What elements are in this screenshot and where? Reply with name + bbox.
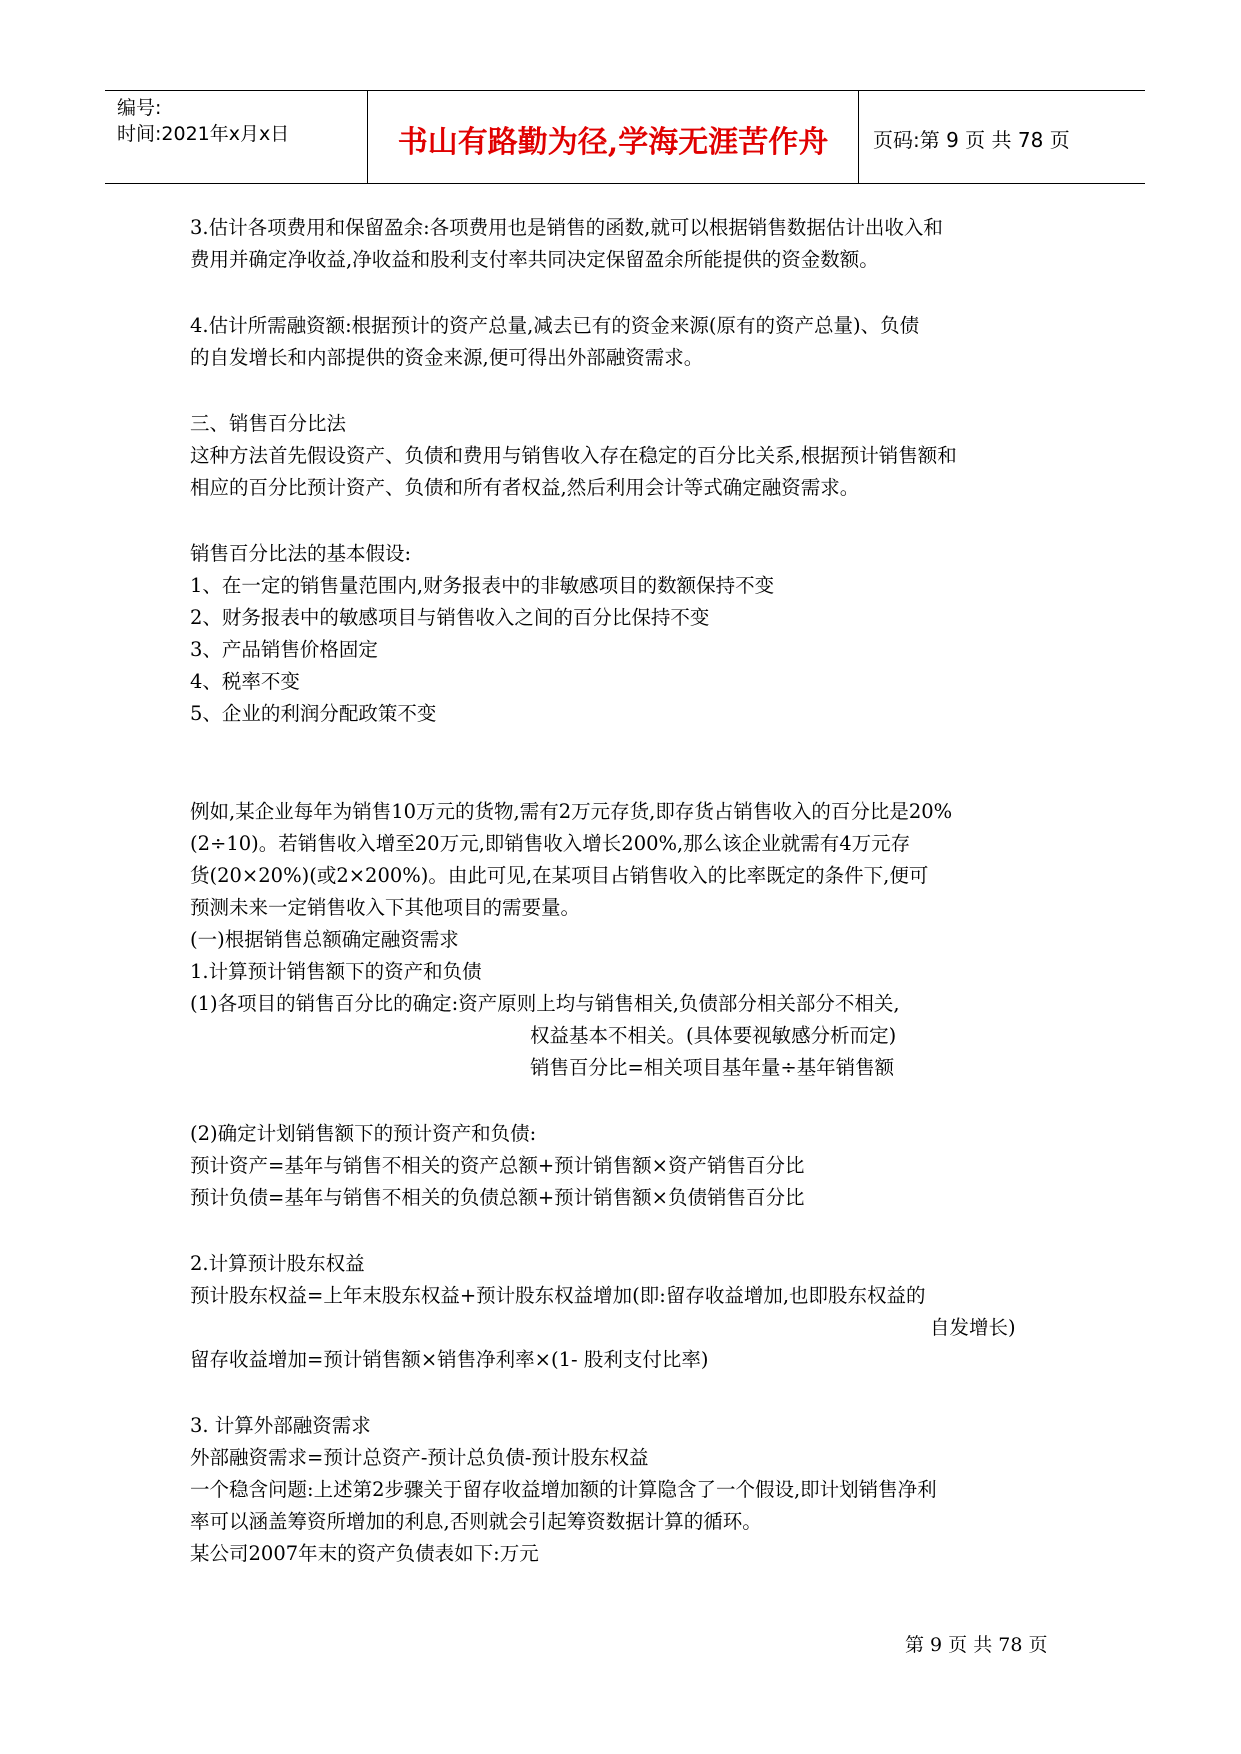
- header-page-cell: [859, 91, 1145, 183]
- subsection-heading: 3. 计算外部融资需求: [190, 1414, 371, 1437]
- text-line: 1.计算预计销售额下的资产和负债: [190, 960, 482, 983]
- text-line: 例如,某企业每年为销售10万元的货物,需有2万元存货,即存货占销售收入的百分比是20%: [190, 800, 953, 823]
- subsection-heading: (一)根据销售总额确定融资需求: [190, 928, 459, 951]
- list-item: 5、企业的利润分配政策不变: [190, 702, 437, 725]
- text-line: 4.估计所需融资额:根据预计的资产总量,减去已有的资金来源(原有的资产总量)、负债: [190, 314, 920, 337]
- text-line: (2÷10)。若销售收入增至20万元,即销售收入增长200%,那么该企业就需有4万元存: [190, 832, 911, 855]
- text-line: 费用并确定净收益,净收益和股利支付率共同决定保留盈余所能提供的资金数额。: [190, 248, 879, 271]
- formula-line: 预计资产=基年与销售不相关的资产总额+预计销售额×资产销售百分比: [190, 1154, 805, 1177]
- text-line: 率可以涵盖筹资所增加的利息,否则就会引起筹资数据计算的循环。: [190, 1510, 762, 1533]
- header-info-cell: [105, 91, 367, 183]
- header-motto-cell: [367, 91, 859, 183]
- page-footer: 第 9 页 共 78 页: [905, 1634, 1048, 1656]
- header-motto: 书山有路勤为径,学海无涯苦作舟: [397, 125, 829, 160]
- text-line: 某公司2007年末的资产负债表如下:万元: [190, 1542, 539, 1565]
- formula-line: 留存收益增加=预计销售额×销售净利率×(1- 股利支付比率): [190, 1348, 709, 1371]
- section-heading: 三、销售百分比法: [190, 412, 347, 435]
- text-line: (2)确定计划销售额下的预计资产和负债:: [190, 1122, 537, 1145]
- document-number-label: 编号:: [117, 97, 162, 119]
- formula-line: 预计负债=基年与销售不相关的负债总额+预计销售额×负债销售百分比: [190, 1186, 805, 1209]
- formula-line: 预计股东权益=上年末股东权益+预计股东权益增加(即:留存收益增加,也即股东权益的: [190, 1284, 926, 1307]
- text-line: 一个稳含问题:上述第2步骤关于留存收益增加额的计算隐含了一个假设,即计划销售净利: [190, 1478, 937, 1501]
- text-line: 这种方法首先假设资产、负债和费用与销售收入存在稳定的百分比关系,根据预计销售额和: [190, 444, 957, 467]
- formula-line: 外部融资需求=预计总资产-预计总负债-预计股东权益: [190, 1446, 649, 1469]
- list-item: 3、产品销售价格固定: [190, 638, 378, 661]
- text-line: 权益基本不相关。(具体要视敏感分析而定): [530, 1024, 897, 1047]
- text-line: (1)各项目的销售百分比的确定:资产原则上均与销售相关,负债部分相关部分不相关,: [190, 992, 900, 1015]
- page-header: [105, 90, 1145, 184]
- text-line: 自发增长): [930, 1316, 1016, 1339]
- list-item: 1、在一定的销售量范围内,财务报表中的非敏感项目的数额保持不变: [190, 574, 775, 597]
- formula-line: 销售百分比=相关项目基年量÷基年销售额: [530, 1056, 895, 1079]
- text-line: 销售百分比法的基本假设:: [190, 542, 412, 565]
- text-line: 相应的百分比预计资产、负债和所有者权益,然后利用会计等式确定融资需求。: [190, 476, 860, 499]
- list-item: 4、税率不变: [190, 670, 300, 693]
- text-line: 的自发增长和内部提供的资金来源,便可得出外部融资需求。: [190, 346, 704, 369]
- text-line: 货(20×20%)(或2×200%)。由此可见,在某项目占销售收入的比率既定的条件下,便可: [190, 864, 929, 887]
- text-line: 预测未来一定销售收入下其他项目的需要量。: [190, 896, 581, 919]
- subsection-heading: 2.计算预计股东权益: [190, 1252, 365, 1275]
- document-time-label: 时间:2021年x月x日: [117, 123, 290, 145]
- header-page-number: 页码:第 9 页 共 78 页: [873, 128, 1070, 152]
- text-line: 3.估计各项费用和保留盈余:各项费用也是销售的函数,就可以根据销售数据估计出收入和: [190, 216, 943, 239]
- list-item: 2、财务报表中的敏感项目与销售收入之间的百分比保持不变: [190, 606, 710, 629]
